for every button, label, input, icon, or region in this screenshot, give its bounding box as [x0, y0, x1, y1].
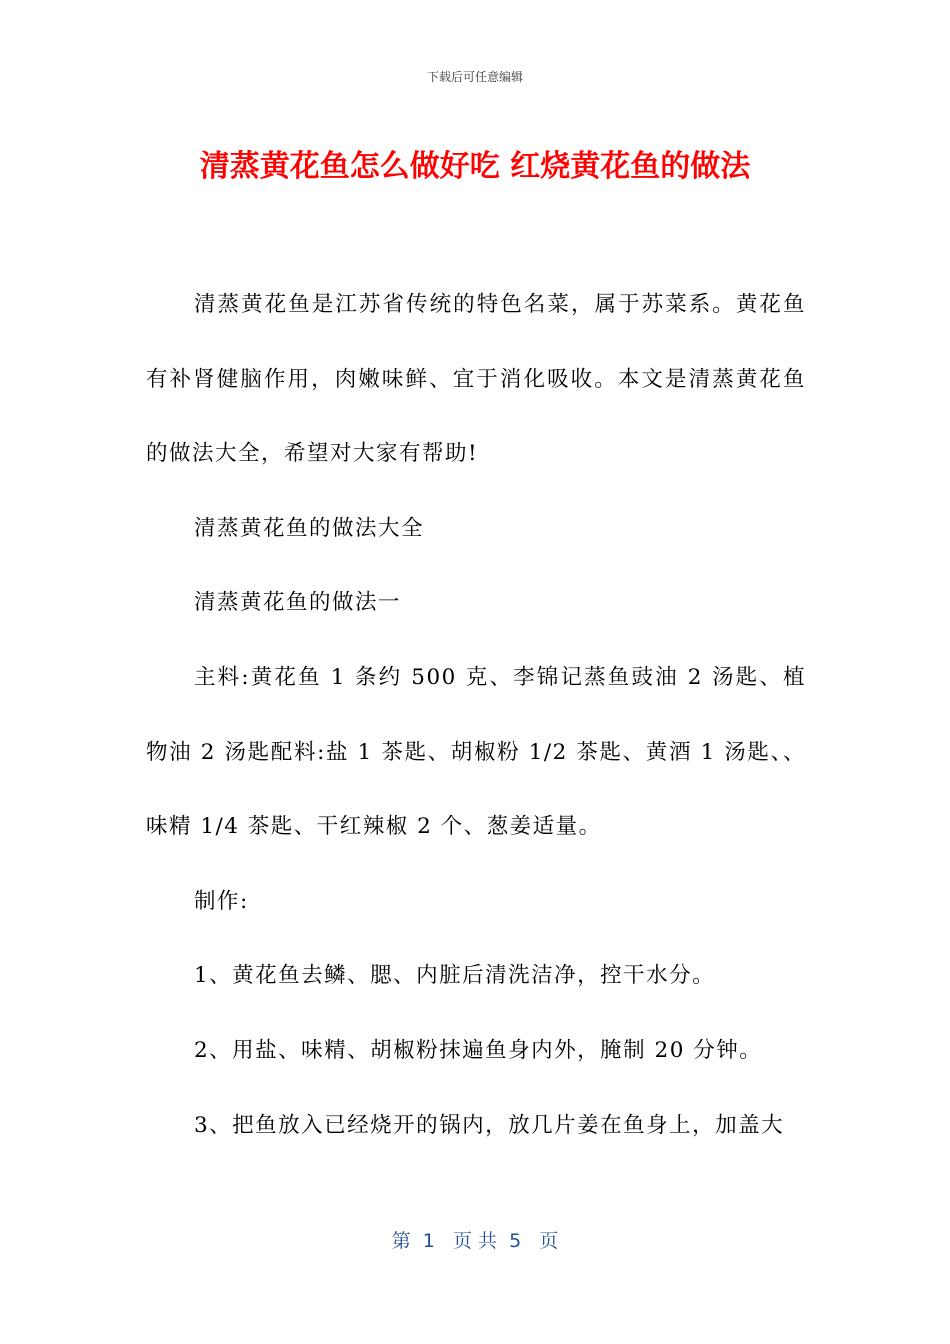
paragraph-ingredients: 主料:黄花鱼 1 条约 500 克、李锦记蒸鱼豉油 2 汤匙、植物油 2 汤匙配料:盐 1 茶匙、胡椒粉 1/2 茶匙、黄酒 1 汤匙、、味精 1/4 茶匙、干红辣椒 2 个、葱姜适量。: [146, 664, 806, 840]
paragraph-intro: 清蒸黄花鱼是江苏省传统的特色名菜，属于苏菜系。黄花鱼有补肾健脑作用，肉嫩味鲜、宜于消化吸收。本文是清蒸黄花鱼的做法大全，希望对大家有帮助!: [146, 292, 806, 467]
paragraph-section-heading: 清蒸黄花鱼的做法大全: [194, 515, 425, 541]
paragraph-steps-heading: 制作:: [194, 888, 249, 914]
header-note: 下载后可任意编辑: [426, 70, 523, 84]
document-body: [146, 268, 806, 1163]
paragraph-method-heading: 清蒸黄花鱼的做法一: [194, 590, 402, 616]
paragraph-step-3: 3、把鱼放入已经烧开的锅内，放几片姜在鱼身上，加盖大: [194, 1112, 785, 1138]
page-footer: 第 1 页 共 5 页: [391, 1230, 559, 1252]
paragraph-step-2: 2、用盐、味精、胡椒粉抹遍鱼身内外，腌制 20 分钟。: [194, 1037, 763, 1063]
paragraph-step-1: 1、黄花鱼去鳞、腮、内脏后清洗洁净，控干水分。: [194, 963, 716, 989]
document-title: 清蒸黄花鱼怎么做好吃 红烧黄花鱼的做法: [199, 149, 751, 184]
